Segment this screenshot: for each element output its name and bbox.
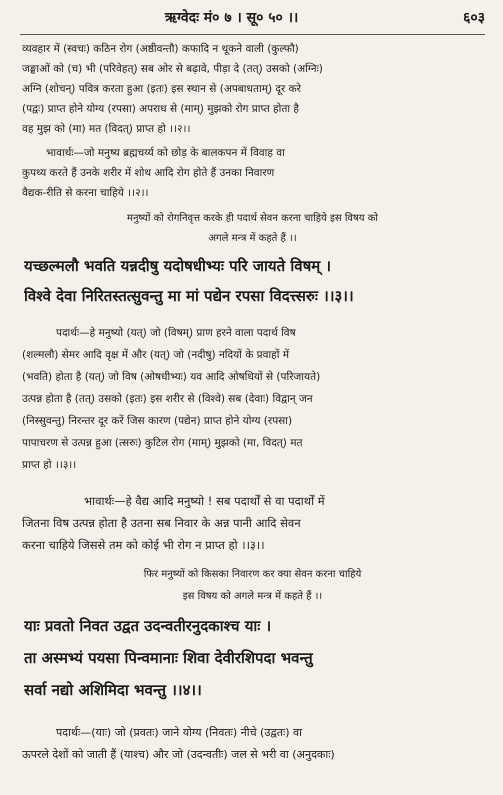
bhavartha-line: करना चाहिये जिससे तम को कोई भी रोग न प्राप्त हो ।।३।। — [22, 538, 265, 552]
padartha-line: ऊपरले देशों को जाती हैं (याश्च) और जो (उदन्वतीः) जल से भरी वा (अनुदकाः) — [22, 748, 335, 761]
bhavartha-line: वैद्यक-रीति से करना चाहिये ।।२।। — [22, 187, 149, 199]
text-line: (पद्वः) प्राप्त होने योग्य (रपसा) अपराध से (माम्) मुझको रोग प्राप्त होता है — [22, 103, 299, 115]
text-line: अग्नि (शोचन्) पवित्र करता हुआ (इतः) इस स्थान से (अपबाधताम्) दूर करे — [22, 83, 301, 95]
padartha-line: (निस्सुवन्तु) निरन्तर दूर करें जिस कारण (पद्येन) प्राप्त होने योग्य (रपसा) — [22, 415, 293, 427]
page-header — [60, 8, 485, 32]
verse-line: याः प्रवतो निवत उद्वत उदन्वतीरनुदकाश्च याः । — [24, 617, 272, 635]
page-number: ६०३ — [463, 10, 485, 26]
bhavartha-line: भावार्थः—हे वैद्य आदि मनुष्यो ! सब पदार्थों से वा पदार्थों में — [84, 494, 325, 508]
intro-line: फिर मनुष्यों को किसका निवारण कर क्या सेवन करना चाहिये — [143, 569, 362, 580]
padartha-line: पदार्थः—(याः) जो (प्रवतः) जाने योग्य (निवतः) नीचे (उद्वतः) वा — [56, 726, 302, 739]
padartha-line: (भवति) होता है (यत्) जो विष (ओषधीभ्यः) यव आदि ओषधियों से (परिजायते) — [22, 371, 321, 383]
bhavartha-line: जितना विष उत्पन्न होता है उतना सब निवार के अन्न पानी आदि सेवन — [22, 516, 301, 530]
verse-line: सर्वा नद्यो अशिमिदा भवन्तु ।।४।। — [24, 681, 202, 699]
padartha-line: पदार्थः—हे मनुष्यो (यत्) जो (विषम्) प्राण हरने वाला पदार्थ विष — [56, 327, 296, 339]
verse-line: यच्छल्मलौ भवति यन्नदीषु यदोषधीभ्यः परि जायते विषम् । — [24, 257, 332, 275]
running-title: ऋग्वेदः मं० ७ । सू० ५० ।। — [165, 10, 299, 26]
padartha-line: (शल्मलौ) सेमर आदि वृक्ष में और (यत्) जो (नदीषु) नदियों के प्रवाहों में — [22, 349, 290, 361]
padartha-line: पापाचरण से उत्पन्न हुआ (त्सरुः) कुटिल रोग (माम्) मुझको (मा, विदत्) मत — [22, 437, 303, 449]
header-rule — [20, 34, 485, 35]
text-line: व्यवहार में (स्वचः) कठिन रोग (अष्ठीवन्तौ) कफादि न थूकने वाली (कुल्फौ) — [22, 43, 299, 55]
padartha-line: प्राप्त हो ।।३।। — [22, 459, 77, 471]
intro-line: अगले मन्त्र में कहते हैं ।। — [208, 233, 297, 244]
bhavartha-line: भावार्थः—जो मनुष्य ब्रह्मचर्य्य को छोड़ के बालकपन में विवाह वा — [46, 147, 285, 159]
text-line: जङ्घाओं को (च) भी (परिवेहत्) सब ओर से बढ़ावे, पीड़ा दे (तत्) उसको (अग्निः) — [22, 63, 323, 75]
intro-line: इस विषय को अगले मन्त्र में कहते हैं ।। — [182, 591, 323, 602]
text-line: वह मुझ को (मा) मत (विदत्) प्राप्त हो ।।२।। — [22, 123, 191, 135]
verse-line: ता अस्मभ्यं पयसा पिन्वमानाः शिवा देवीरशिपदा भवन्तु — [24, 649, 313, 667]
intro-line: मनुष्यों को रोगनिवृत्त करके ही पदार्थ सेवन करना चाहिये इस विषय को — [126, 213, 379, 224]
padartha-line: उत्पन्न होता है (तत्) उसको (इतः) इस शरीर से (विश्वे) सब (देवाः) विद्वान् जन — [22, 393, 313, 405]
verse-line: विश्वे देवा निरितस्तत्सुवन्तु मा मां पद्येन रपसा विदत्त्सरुः ।।३।। — [24, 287, 354, 305]
bhavartha-line: कुपथ्य करते हैं उनके शरीर में शोथ आदि रोग होते हैं उनका निवारण — [22, 167, 275, 179]
